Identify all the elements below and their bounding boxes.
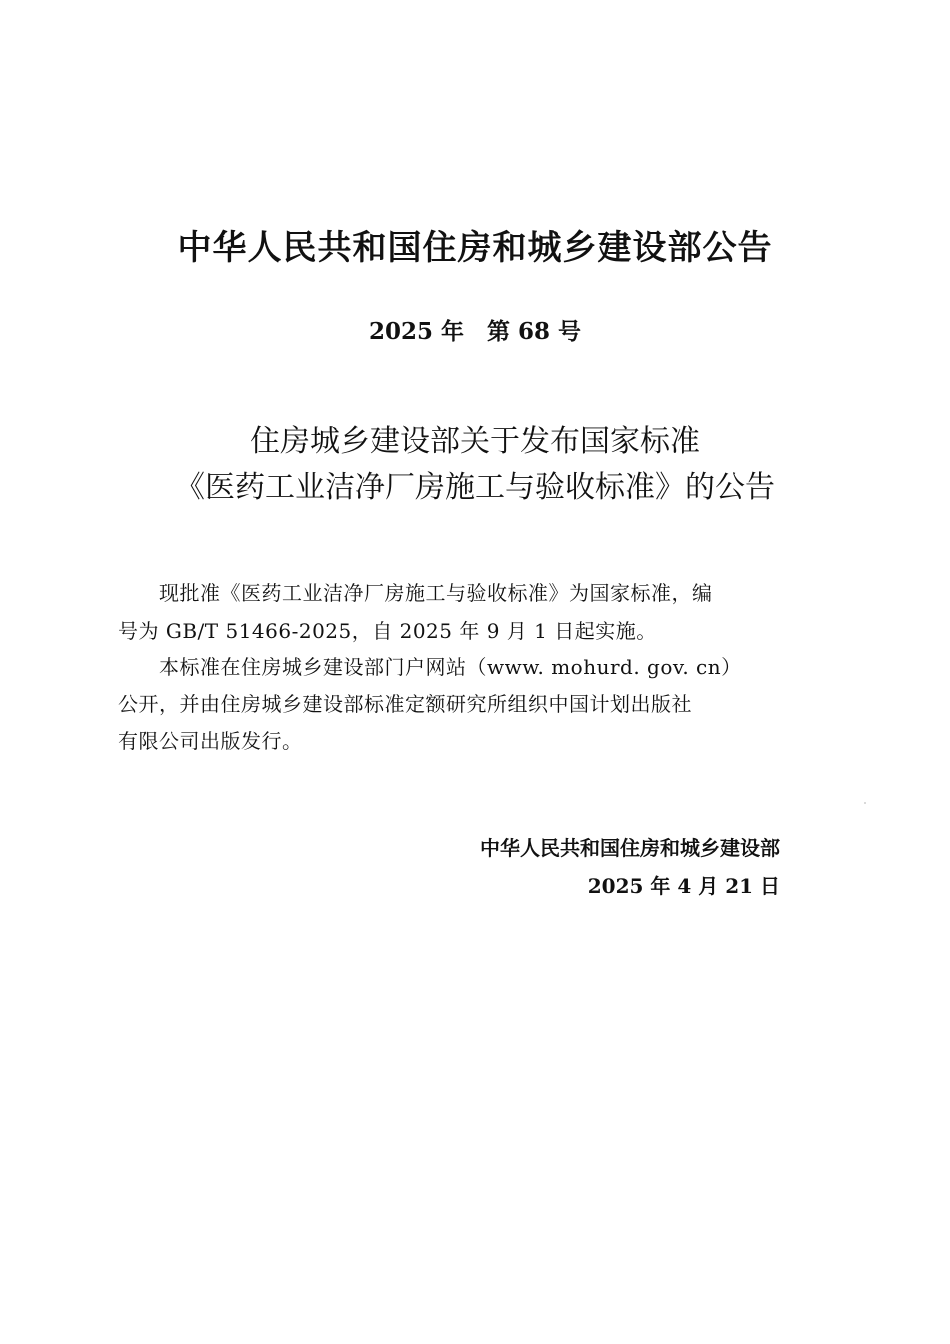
notice-title-line-1: 住房城乡建设部关于发布国家标准 — [250, 424, 700, 459]
body-line: 公开，并由住房城乡建设部标准定额研究所组织中国计划出版社 — [118, 692, 692, 716]
body-line: 现批准《医药工业洁净厂房施工与验收标准》为国家标准，编 — [118, 581, 713, 605]
signature-organization: 中华人民共和国住房和城乡建设部 — [480, 836, 780, 860]
issue-number: 2025 年 第 68 号 — [368, 318, 582, 345]
body-line: 有限公司出版发行。 — [118, 729, 303, 753]
scan-speck — [864, 802, 866, 804]
body-line: 号为 GB/T 51466-2025，自 2025 年 9 月 1 日起实施。 — [118, 619, 657, 643]
signature-date: 2025 年 4 月 21 日 — [587, 874, 780, 898]
announcement-header: 中华人民共和国住房和城乡建设部公告 — [177, 228, 773, 268]
notice-title-line-2: 《医药工业洁净厂房施工与验收标准》的公告 — [175, 470, 775, 505]
body-line: 本标准在住房城乡建设部门户网站（www. mohurd. gov. cn） — [118, 655, 742, 679]
